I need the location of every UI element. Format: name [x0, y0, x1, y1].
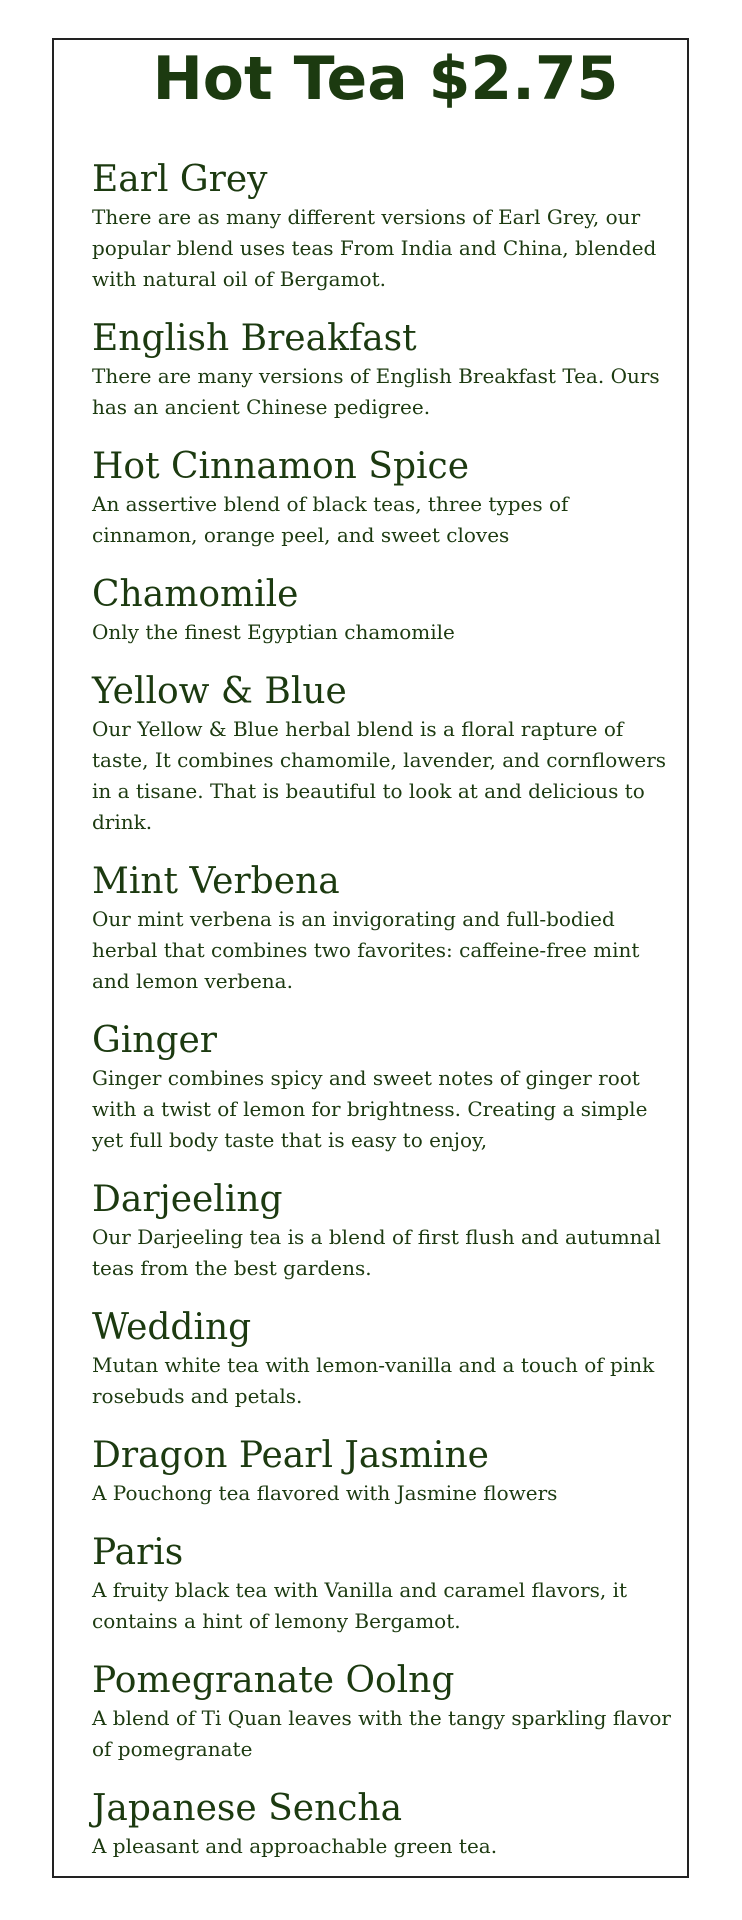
- tea-name: Dragon Pearl Jasmine: [92, 1435, 489, 1476]
- tea-description: A blend of Ti Quan leaves with the tangy sparkling flavor of pomegranate: [92, 1706, 671, 1761]
- tea-item-darjeeling: [92, 1178, 672, 1284]
- tea-item-chamomile: [92, 573, 672, 648]
- tea-name: Pomegranate Oolng: [92, 1660, 455, 1701]
- tea-item-pomegranate-oolng: [92, 1659, 672, 1765]
- tea-name: Yellow & Blue: [92, 671, 347, 712]
- tea-description: Ginger combines spicy and sweet notes of ginger root with a twist of lemon for brightness. Creating a simple yet full body taste that is easy to enjoy,: [92, 1066, 648, 1152]
- tea-name: Darjeeling: [92, 1179, 283, 1220]
- tea-description: An assertive blend of black teas, three types of cinnamon, orange peel, and sweet cloves: [92, 492, 569, 547]
- tea-name: English Breakfast: [92, 318, 417, 359]
- tea-item-dragon-pearl-jasmine: [92, 1434, 672, 1509]
- tea-description: A fruity black tea with Vanilla and caramel flavors, it contains a hint of lemony Bergamot.: [92, 1578, 628, 1633]
- tea-name: Hot Cinnamon Spice: [92, 446, 469, 487]
- tea-description: Only the finest Egyptian chamomile: [92, 620, 455, 644]
- tea-name: Ginger: [92, 1020, 218, 1061]
- tea-item-yellow-blue: [92, 670, 672, 838]
- tea-description: A pleasant and approachable green tea.: [92, 1834, 498, 1858]
- tea-item-earl-grey: [92, 158, 672, 295]
- tea-list: [92, 120, 672, 1862]
- tea-item-wedding: [92, 1306, 672, 1412]
- tea-item-japanese-sencha: [92, 1787, 672, 1862]
- tea-item-ginger: [92, 1019, 672, 1156]
- tea-description: Our mint verbena is an invigorating and full-bodied herbal that combines two favorites: caffeine-free mint and lemon verbena.: [92, 907, 640, 993]
- tea-description: There are as many different versions of Earl Grey, our popular blend uses teas From India and China, blended with natural oil of Bergamot.: [92, 205, 657, 291]
- tea-name: Wedding: [92, 1307, 252, 1348]
- tea-item-paris: [92, 1531, 672, 1637]
- tea-description: There are many versions of English Breakfast Tea. Ours has an ancient Chinese pedigree.: [92, 364, 660, 419]
- tea-name: Japanese Sencha: [92, 1788, 403, 1829]
- tea-description: A Pouchong tea flavored with Jasmine flowers: [92, 1481, 558, 1505]
- tea-description: Our Darjeeling tea is a blend of first flush and autumnal teas from the best gardens.: [92, 1225, 661, 1280]
- tea-item-english-breakfast: [92, 317, 672, 423]
- tea-name: Earl Grey: [92, 159, 268, 200]
- tea-description: Mutan white tea with lemon-vanilla and a touch of pink rosebuds and petals.: [92, 1353, 655, 1408]
- tea-description: Our Yellow & Blue herbal blend is a floral rapture of taste, It combines chamomile, lavender, and cornflowers in a tisane. That is beautiful to look at and delicious to drink.: [92, 717, 667, 834]
- tea-name: Mint Verbena: [92, 861, 340, 902]
- tea-item-hot-cinnamon-spice: [92, 445, 672, 551]
- menu-frame: [52, 38, 689, 1878]
- tea-name: Chamomile: [92, 574, 299, 615]
- tea-item-mint-verbena: [92, 860, 672, 997]
- tea-name: Paris: [92, 1532, 184, 1573]
- menu-title: Hot Tea $2.75: [152, 44, 619, 114]
